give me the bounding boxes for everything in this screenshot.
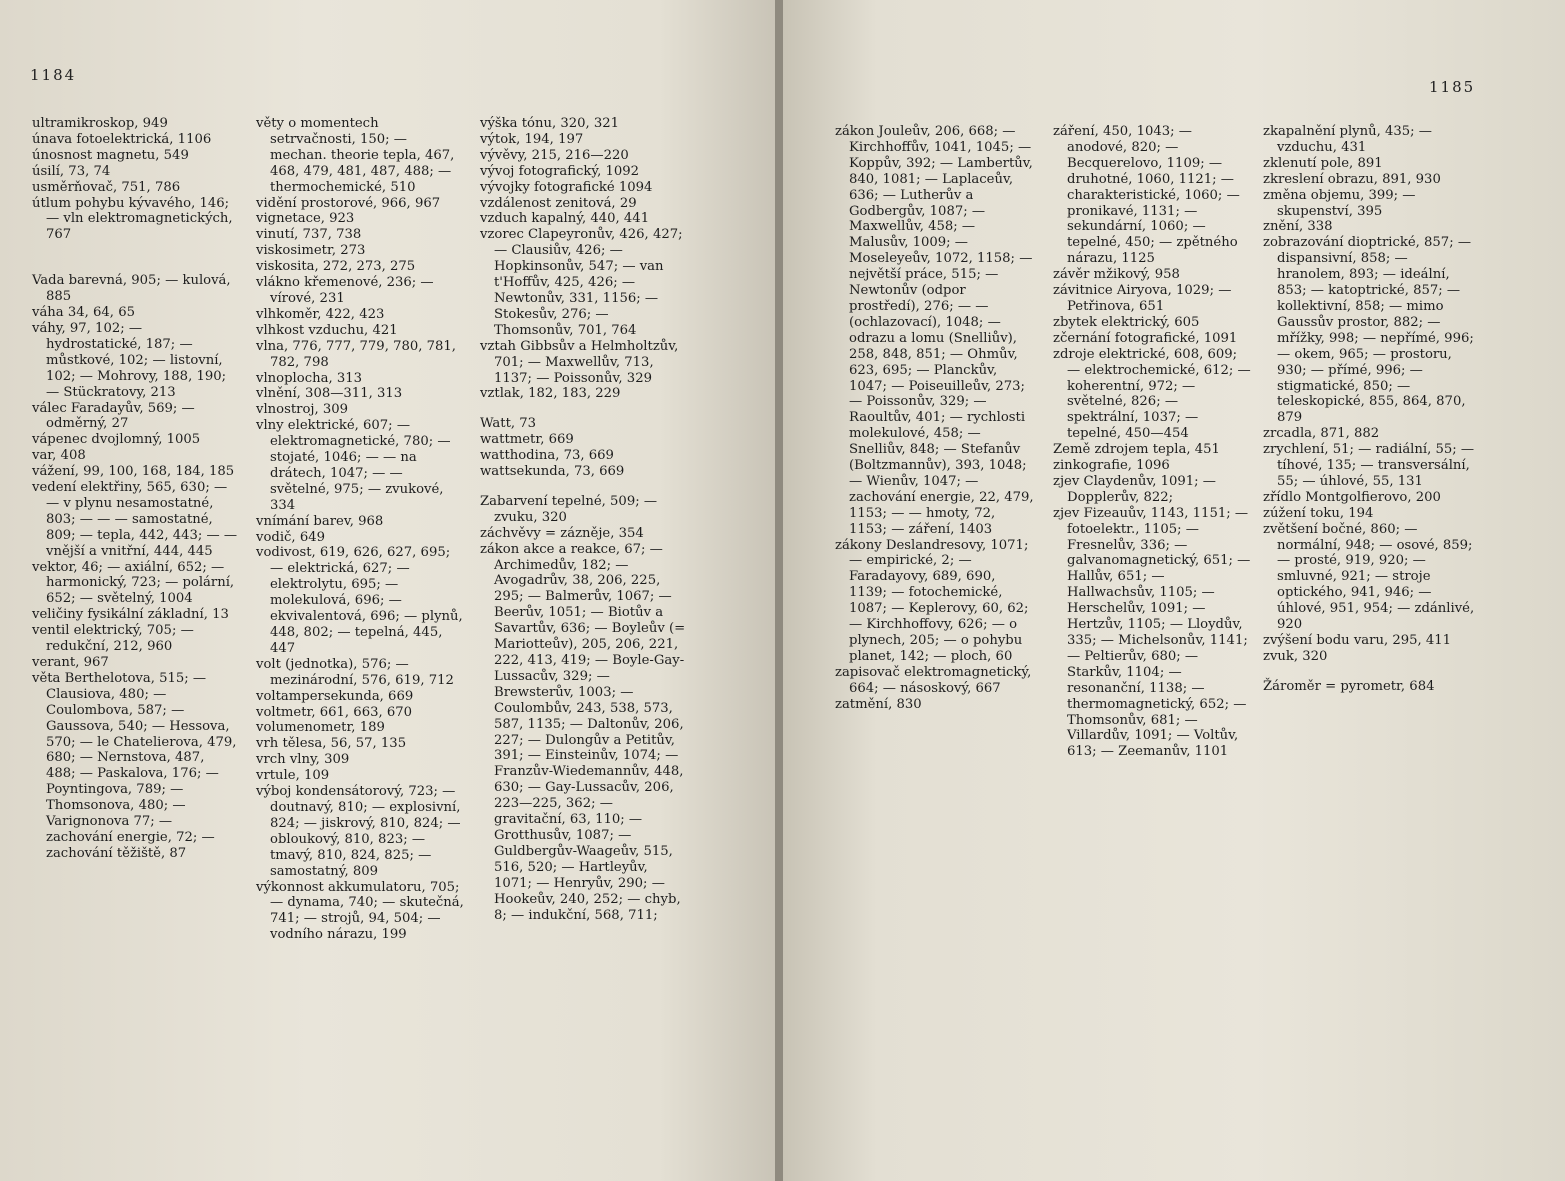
index-entry: vlny elektrické, 607; — elektromagnetické, 780; — stojaté, 1046; — — na drátech, 1047; — — světelné, 975; — zvukové, 334 xyxy=(256,418,451,513)
index-entry: závitnice Airyova, 1029; — Petřinova, 651 xyxy=(1053,283,1232,314)
index-entry: zákon Jouleův, 206, 668; — Kirchhoffův, 1041, 1045; — Koppův, 392; — Lambertův, 840, 1081; — Laplaceův, 636; — Lutherův a Godbergův, 1087; — Maxwellův, 458; — Malusův, 1009; — Moseleyeův, 1072, 1158; — největší práce, 515; — Newtonův (odpor prostředí), 276; — — (ochlazovací), 1048; — odrazu a lomu (Snelliův), 258, 848, 851; — Ohmův, 623, 695; — Planckův, 1047; — Poiseuilleův, 273; — Poissonův, 329; — Raoultův, 401; — rychlosti molekulové, 458; — Snelliův, 848; — Stefanův (Boltzmannův), 393, 1048; — Wienův, 1047; — zachování energie, 22, 479, 1153; — — hmoty, 72, 1153; — záření, 1403 xyxy=(835,124,1034,537)
index-entry: výkonnost akkumulatoru, 705; — dynama, 740; — skutečná, 741; — strojů, 94, 504; — vodního nárazu, 199 xyxy=(256,879,464,943)
index-entry: volumenometr, 189 xyxy=(256,720,385,736)
index-entry: vývojky fotografické 1094 xyxy=(480,179,653,195)
index-entry: vlnoplocha, 313 xyxy=(256,370,362,386)
index-entry: voltampersekunda, 669 xyxy=(256,688,414,704)
index-entry: vzorec Clapeyronův, 426, 427; — Clausiův, 426; — Hopkinsonův, 547; — van t'Hoffův, 425, 426; — Newtonův, 331, 1156; — Stokesův, 276; — Thomsonův, 701, 764 xyxy=(480,227,683,338)
index-entry: zjev Fizeauův, 1143, 1151; — fotoelektr., 1105; — Fresnelův, 336; — galvanomagnetický, 651; — Hallův, 651; — Hallwachsův, 1105; — Herschelův, 1091; — Hertzův, 1105; — Lloydův, 335; — Michelsonův, 1141; — Peltierův, 680; — Starkův, 1104; — resonanční, 1138; — thermomagnetický, 652; — Thomsonův, 681; — Villardův, 1091; — Voltův, 613; — Zeemanův, 1101 xyxy=(1053,505,1251,760)
index-entry: zdroje elektrické, 608, 609; — elektrochemické, 612; — koherentní, 972; — světelné, 826; — spektrální, 1037; — tepelné, 450—454 xyxy=(1053,346,1251,442)
index-entry: zkapalnění plynů, 435; — vzduchu, 431 xyxy=(1263,124,1432,155)
index-entry: záření, 450, 1043; — anodové, 820; — Becquerelovo, 1109; — druhotné, 1060, 1121; — charakteristické, 1060; — pronikavé, 1131; — sekundární, 1060; — tepelné, 450; — zpětného nárazu, 1125 xyxy=(1053,124,1240,267)
index-entry: záchvěvy = zázněje, 354 xyxy=(480,525,644,541)
index-entry: vrch vlny, 309 xyxy=(256,752,350,768)
index-column xyxy=(256,116,466,943)
index-entry: ventil elektrický, 705; — redukční, 212, 960 xyxy=(32,623,194,655)
index-entry: vlnění, 308—311, 313 xyxy=(256,386,403,402)
index-entry: voltmetr, 661, 663, 670 xyxy=(256,704,413,720)
index-entry: zúžení toku, 194 xyxy=(1263,505,1374,521)
index-entry: vzduch kapalný, 440, 441 xyxy=(480,211,650,227)
index-entry: var, 408 xyxy=(32,448,86,464)
index-entry: viskosita, 272, 273, 275 xyxy=(256,259,416,275)
index-column xyxy=(1053,124,1253,760)
index-entry: únava fotoelektrická, 1106 xyxy=(32,131,212,147)
index-entry: vlhkoměr, 422, 423 xyxy=(256,306,385,322)
index-entry: watthodina, 73, 669 xyxy=(480,448,614,464)
index-entry: vývěvy, 215, 216—220 xyxy=(480,147,629,163)
index-entry: zklenutí pole, 891 xyxy=(1263,155,1383,171)
index-entry: zvětšení bočné, 860; — normální, 948; — osové, 859; — prosté, 919, 920; — smluvné, 921; — stroje optického, 941, 946; — úhlové, 951, 954; — zdánlivé, 920 xyxy=(1263,521,1475,633)
index-entry: vodivost, 619, 626, 627, 695; — elektrická, 627; — elektrolytu, 695; — molekulová, 696; — ekvivalentová, 696; — plynů, 448, 802; — tepelná, 445, 447 xyxy=(256,545,463,656)
index-entry: výboj kondensátorový, 723; — doutnavý, 810; — explosivní, 824; — jiskrový, 810, 824; — obloukový, 810, 823; — tmavý, 810, 824, 825; — samostatný, 809 xyxy=(256,784,461,879)
index-entry: vidění prostorové, 966, 967 xyxy=(256,195,441,211)
index-entry: vztlak, 182, 183, 229 xyxy=(480,386,621,402)
index-column xyxy=(1263,124,1477,695)
index-entry: vzdálenost zenitová, 29 xyxy=(480,195,637,211)
index-entry: závěr mžikový, 958 xyxy=(1053,267,1180,283)
index-entry: Země zdrojem tepla, 451 xyxy=(1053,442,1220,458)
index-entry: úsilí, 73, 74 xyxy=(32,163,111,179)
index-entry: zvuk, 320 xyxy=(1263,648,1328,664)
index-entry: vrh tělesa, 56, 57, 135 xyxy=(256,736,407,752)
index-entry: vrtule, 109 xyxy=(256,768,330,784)
index-entry: věty o momentech setrvačnosti, 150; — mechan. theorie tepla, 467, 468, 479, 481, 487, 488; — thermochemické, 510 xyxy=(256,116,455,195)
index-entry: zinkografie, 1096 xyxy=(1053,458,1170,474)
right-page xyxy=(783,0,1565,1181)
index-entry: vápenec dvojlomný, 1005 xyxy=(32,432,201,448)
index-entry: změna objemu, 399; — skupenství, 395 xyxy=(1263,187,1416,219)
index-entry: únosnost magnetu, 549 xyxy=(32,147,189,163)
index-entry: vlhkost vzduchu, 421 xyxy=(256,322,398,338)
index-entry: viskosimetr, 273 xyxy=(256,243,366,259)
left-page xyxy=(0,0,775,1181)
index-entry: zkreslení obrazu, 891, 930 xyxy=(1263,171,1441,187)
index-entry: usměrňovač, 751, 786 xyxy=(32,179,181,195)
index-entry: zákony Deslandresovy, 1071; — empirické, 2; — Faradayovy, 689, 690, 1139; — fotochemické, 1087; — Keplerovy, 60, 62; — Kirchhoffovy, 626; — o plynech, 205; — o pohybu planet, 142; — ploch, 60 xyxy=(835,537,1029,664)
index-entry: wattsekunda, 73, 669 xyxy=(480,464,625,480)
index-entry: veličiny fysikální základní, 13 xyxy=(32,607,229,623)
index-entry: Watt, 73 xyxy=(480,416,537,432)
index-entry: zřídlo Montgolfierovo, 200 xyxy=(1263,489,1441,505)
index-entry: zákon akce a reakce, 67; — Archimedův, 182; — Avogadrův, 38, 206, 225, 295; — Balmerův, 1067; — Beerův, 1051; — Biotův a Savartův, 636; — Boyleův (= Mariotteův), 205, 206, 221, 222, 413, 419; — Boyle-Gay-Lussacův, 329; — Brewsterův, 1003; — Coulombův, 243, 538, 573, 587, 1135; — Daltonův, 206, 227; — Dulongův a Petitův, 391; — Einsteinův, 1074; — Franzův-Wiedemannův, 448, 630; — Gay-Lussacův, 206, 223—225, 362; — gravitační, 63, 110; — Grotthusův, 1087; — Guldbergův-Waageův, 515, 516, 520; — Hartleyův, 1071; — Henryův, 290; — Hookeův, 240, 252; — chyb, 8; — indukční, 568, 711; xyxy=(480,541,686,923)
page-number: 1184 xyxy=(30,66,77,84)
index-entry: útlum pohybu kývavého, 146; — vln elektromagnetických, 767 xyxy=(32,195,233,243)
index-entry: vlákno křemenové, 236; — vírové, 231 xyxy=(256,275,434,306)
page-number: 1185 xyxy=(1429,78,1476,96)
index-entry: věta Berthelotova, 515; — Clausiova, 480; — Coulombova, 587; — Gaussova, 540; — Hessova, 570; — le Chatelierova, 479, 680; — Nernstova, 487, 488; — Paskalova, 176; — Poyntingova, 789; — Thomsonova, 480; — Varignonova 77; — zachování energie, 72; — zachování těžiště, 87 xyxy=(32,670,237,861)
index-entry: váha 34, 64, 65 xyxy=(32,305,135,321)
index-column xyxy=(32,116,238,862)
index-entry: výška tónu, 320, 321 xyxy=(480,116,620,131)
index-entry: vlna, 776, 777, 779, 780, 781, 782, 798 xyxy=(256,338,456,370)
index-entry: volt (jednotka), 576; — mezinárodní, 576, 619, 712 xyxy=(256,656,454,688)
index-column xyxy=(835,124,1035,713)
index-entry: vývoj fotografický, 1092 xyxy=(480,163,640,179)
index-entry: zvýšení bodu varu, 295, 411 xyxy=(1263,633,1452,648)
index-entry: zrychlení, 51; — radiální, 55; — tíhové, 135; — transversální, 55; — úhlové, 55, 131 xyxy=(1263,442,1475,489)
index-entry: verant, 967 xyxy=(32,655,109,670)
book-gutter xyxy=(775,0,783,1181)
index-entry: zbytek elektrický, 605 xyxy=(1053,314,1200,330)
index-entry: vinutí, 737, 738 xyxy=(256,227,362,243)
index-entry: zrcadla, 871, 882 xyxy=(1263,426,1380,442)
index-entry: vignetace, 923 xyxy=(256,211,355,227)
index-entry: vnímání barev, 968 xyxy=(256,513,384,529)
index-entry: vážení, 99, 100, 168, 184, 185 xyxy=(32,464,235,480)
index-entry: Vada barevná, 905; — kulová, 885 xyxy=(32,273,231,305)
index-entry: vztah Gibbsův a Helmholtzův, 701; — Maxwellův, 713, 1137; — Poissonův, 329 xyxy=(480,338,679,386)
index-entry: Zabarvení tepelné, 509; — zvuku, 320 xyxy=(480,493,658,525)
index-entry: válec Faradayův, 569; — odměrný, 27 xyxy=(32,400,195,432)
index-entry: zjev Claydenův, 1091; — Dopplerův, 822; xyxy=(1053,473,1216,505)
index-entry: vedení elektřiny, 565, 630; — — v plynu nesamostatné, 803; — — — samostatné, 809; — tepla, 442, 443; — — vnější a vnitřní, 444, 445 xyxy=(32,480,238,559)
index-entry: wattmetr, 669 xyxy=(480,432,574,448)
index-entry: vodič, 649 xyxy=(256,529,325,545)
index-entry: vlnostroj, 309 xyxy=(256,402,349,418)
index-entry: ultramikroskop, 949 xyxy=(32,116,168,131)
index-entry: výtok, 194, 197 xyxy=(480,131,584,147)
index-column xyxy=(480,116,686,923)
index-entry: zatmění, 830 xyxy=(835,696,922,712)
index-entry: zapisovač elektromagnetický, 664; — násoskový, 667 xyxy=(835,664,1032,696)
index-entry: Žároměr = pyrometr, 684 xyxy=(1263,678,1435,694)
index-entry: zobrazování dioptrické, 857; — dispansivní, 858; — hranolem, 893; — ideální, 853; — katoptrické, 857; — kollektivní, 858; — mimo Gaussův prostor, 882; — mřížky, 998; — nepřímé, 996; — okem, 965; — prostoru, 930; — přímé, 996; — stigmatické, 850; — teleskopické, 855, 864, 870, 879 xyxy=(1263,235,1474,426)
index-entry: vektor, 46; — axiální, 652; — harmonický, 723; — polární, 652; — světelný, 1004 xyxy=(32,559,235,607)
index-entry: zčernání fotografické, 1091 xyxy=(1053,330,1238,346)
index-entry: váhy, 97, 102; — hydrostatické, 187; — můstkové, 102; — listovní, 102; — Mohrovy, 188, 190; — Stückratovy, 213 xyxy=(32,320,227,400)
index-entry: znění, 338 xyxy=(1263,219,1333,235)
